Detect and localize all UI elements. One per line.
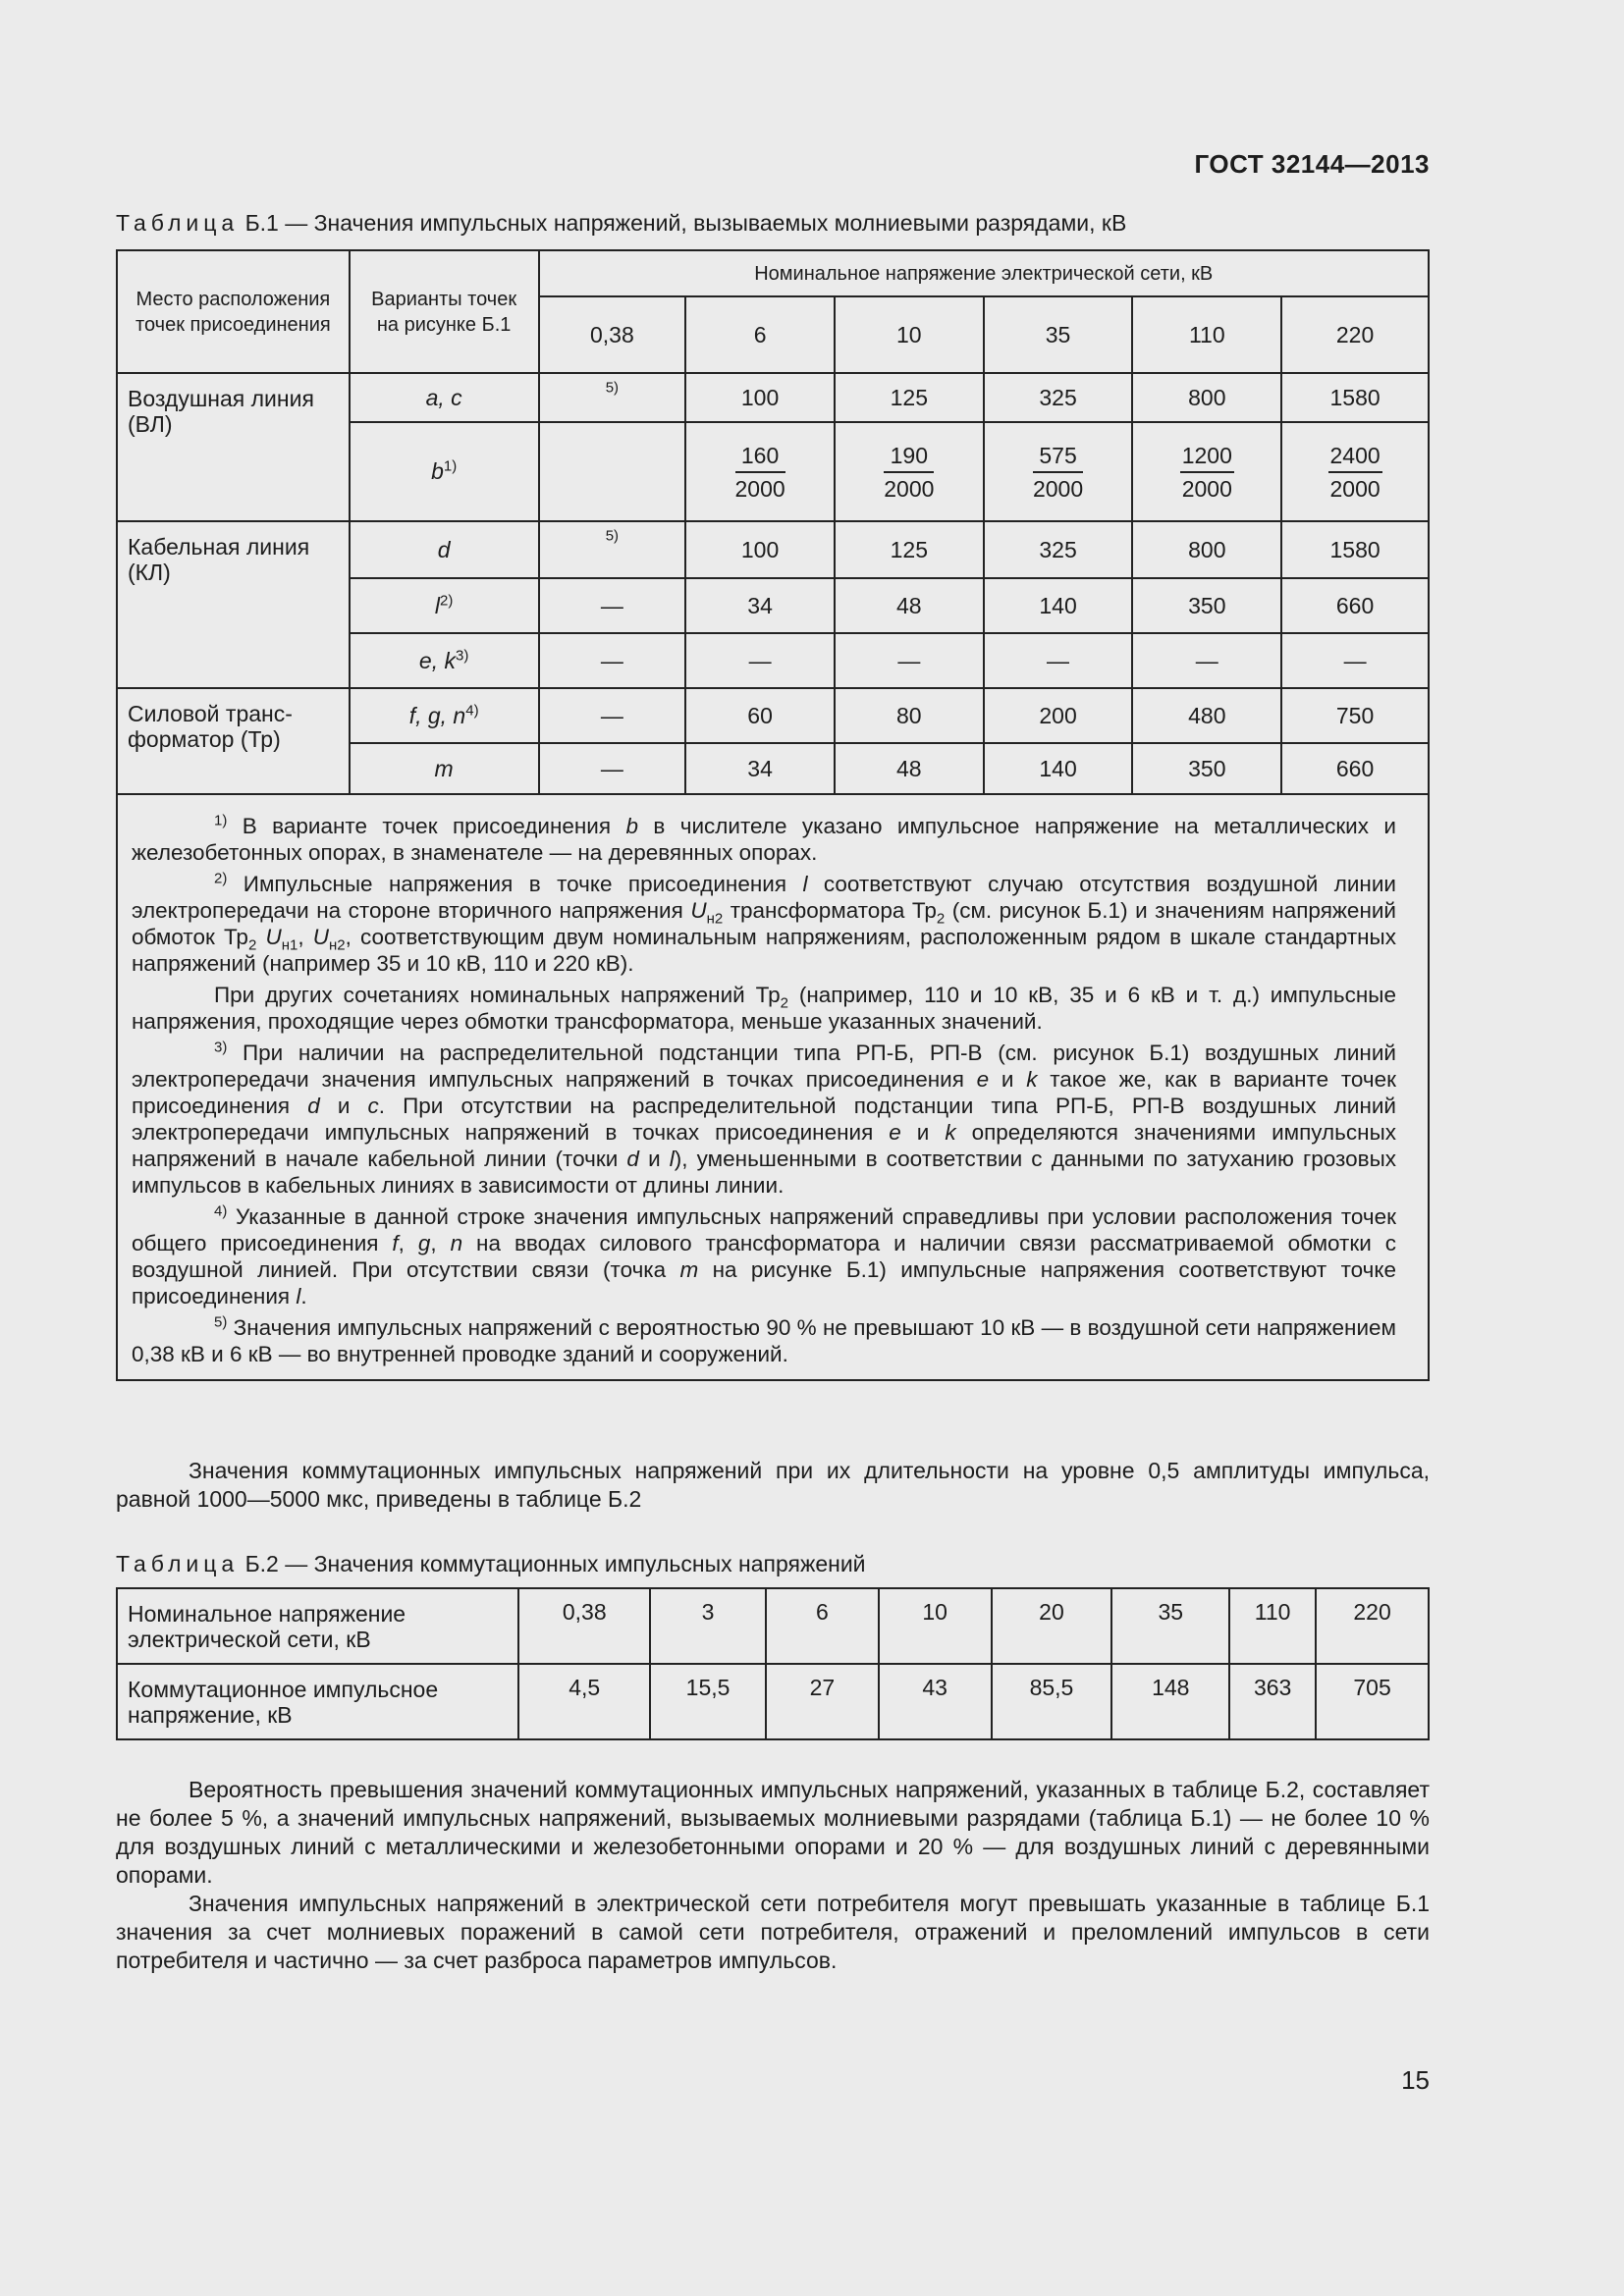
group-cable-line: Кабельная линия (КЛ) (117, 521, 350, 688)
body-text (116, 1776, 1430, 1975)
value-cell: 480 (1132, 688, 1281, 743)
value-cell: 325 (984, 373, 1133, 422)
value-cell: — (539, 743, 686, 794)
value-cell: 363 (1229, 1664, 1316, 1739)
value-cell: 34 (685, 578, 835, 633)
value-cell: 705 (1316, 1664, 1429, 1739)
header-voltage: 220 (1281, 296, 1429, 373)
value-cell: 15,5 (650, 1664, 766, 1739)
value-cell: 0,38 (518, 1588, 650, 1664)
variant-cell: a, c (350, 373, 539, 422)
variant-cell: $l^{2)}$ (350, 578, 539, 633)
paragraph-switching-intro: Значения коммутационных импульсных напряжений при их длительности на уровне 0,5 амплитуды импульса, равной 1000—5000 мкс, приведены в таблице Б.2 (116, 1458, 1430, 1512)
row-label: Коммутационное импульсное напряжение, кВ (117, 1664, 518, 1739)
header-voltage: 0,38 (539, 296, 686, 373)
table-row (117, 688, 1429, 743)
value-cell: 148 (1111, 1664, 1229, 1739)
paragraph-probability: Вероятность превышения значений коммутационных импульсных напряжений, указанных в таблице Б.2, составляет не более 5 %, а значений импульсных напряжений, вызываемых молниевыми разрядами (таблица Б.1) — не более 10 % для воздушных линий с металлическими и железобетонными опорами и 20 % — для воздушных линий с деревянными опорами. (116, 1777, 1430, 1888)
header-voltage: 6 (685, 296, 835, 373)
value-cell: 100 (685, 521, 835, 578)
value-cell: 660 (1281, 578, 1429, 633)
value-cell: — (835, 633, 984, 688)
fraction-cell: $\frac{1200}{2000}$ (1132, 422, 1281, 521)
footnote-2: $^{2)}$ Импульсные напряжения в точке присоединения l соответствуют случаю отсутствия воздушной линии электропередачи на стороне вторичного напряжения $U_{н2}$ трансформатора $Тр_2$ (см. рисунок Б.1) и значениям напряжений обмоток $Тр_2$ $U_{н1}$, $U_{н2}$, соответствующим двум номинальным напряжениям, расположенным рядом в шкале стандартных напряжений (например 35 и 10 кВ, 110 и 220 кВ). (132, 870, 1397, 976)
footnote-ref: 5) (605, 379, 620, 397)
value-cell: — (1281, 633, 1429, 688)
value-cell: 800 (1132, 373, 1281, 422)
table-row (117, 373, 1429, 422)
value-cell: 220 (1316, 1588, 1429, 1664)
value-cell: 80 (835, 688, 984, 743)
value-cell: 140 (984, 578, 1133, 633)
value-cell: 110 (1229, 1588, 1316, 1664)
value-cell: — (685, 633, 835, 688)
header-voltage: 110 (1132, 296, 1281, 373)
variant-cell: f, g, $n^{4)}$ (350, 688, 539, 743)
header-variant: Варианты точек на рисунке Б.1 (350, 250, 539, 373)
footnote-5: $^{5)}$ Значения импульсных напряжений с вероятностью 90 % не превышают 10 кВ — в воздушной сети напряжением 0,38 кВ и 6 кВ — во внутренней проводке зданий и сооружений. (132, 1313, 1396, 1366)
value-cell: 10 (879, 1588, 992, 1664)
value-cell: 800 (1132, 521, 1281, 578)
variant-cell: d (350, 521, 539, 578)
table2-caption-text: Б.2 — Значения коммутационных импульсных напряжений (239, 1551, 866, 1576)
value-cell: 660 (1281, 743, 1429, 794)
table-row (117, 521, 1429, 578)
value-cell: 1580 (1281, 373, 1429, 422)
value-cell: 3 (650, 1588, 766, 1664)
value-cell: 35 (1111, 1588, 1229, 1664)
header-nominal-voltage: Номинальное напряжение электрической сети, кВ (539, 250, 1430, 296)
value-cell: — (984, 633, 1133, 688)
value-cell: 48 (835, 743, 984, 794)
table-row (117, 1664, 1429, 1739)
paragraph-consumer-network: Значения импульсных напряжений в электрической сети потребителя могут превышать указанные в таблице Б.1 значения за счет молниевых поражений в самой сети потребителя, отражений и преломлений импульсов в сети потребителя и частично — за счет разброса параметров импульсов. (116, 1891, 1430, 1973)
empty-cell (539, 422, 686, 521)
header-voltage: 35 (984, 296, 1133, 373)
header-voltage: 10 (835, 296, 984, 373)
value-cell: 43 (879, 1664, 992, 1739)
table1-caption-prefix: Таблица (116, 210, 240, 236)
value-cell: 750 (1281, 688, 1429, 743)
value-cell: 1580 (1281, 521, 1429, 578)
variant-cell: m (350, 743, 539, 794)
row-label: Номинальное напряжение электрической сети, кВ (117, 1588, 518, 1664)
value-cell: 4,5 (518, 1664, 650, 1739)
table-row (117, 1588, 1429, 1664)
table2-caption (116, 1551, 866, 1577)
value-cell: 200 (984, 688, 1133, 743)
table1-caption (116, 210, 1126, 237)
value-cell: 20 (992, 1588, 1112, 1664)
footnote-ref: 5) (605, 527, 620, 545)
value-cell: 100 (685, 373, 835, 422)
value-cell: 125 (835, 373, 984, 422)
value-cell: 48 (835, 578, 984, 633)
value-cell: 325 (984, 521, 1133, 578)
value-cell: 60 (685, 688, 835, 743)
value-cell: 125 (835, 521, 984, 578)
header-place: Место расположения точек присоединения (117, 250, 350, 373)
footnote-4: $^{4)}$ Указанные в данной строке значения импульсных напряжений справедливы при условии расположения точек общего присоединения f, g, n на вводах силового трансформатора и наличии связи рассматриваемой обмотки с воздушной линией. При отсутствии связи (точка m на рисунке Б.1) импульсные напряжения соответствуют точке присоединения l. (132, 1202, 1396, 1308)
footnote-1: $^{1)}$ В варианте точек присоединения b в числителе указано импульсное напряжение на металлических и железобетонных опорах, в знаменателе — на деревянных опорах. (132, 812, 1396, 865)
table1-footnotes (117, 794, 1429, 1380)
value-cell: 27 (766, 1664, 879, 1739)
fraction-cell: $\frac{2400}{2000}$ (1281, 422, 1429, 521)
value-cell: — (539, 688, 686, 743)
footnote-2-paragraph: При других сочетаниях номинальных напряжений $Тр_2$ (например, 110 и 10 кВ, 35 и 6 кВ и т. д.) импульсные напряжения, проходящие через обмотки трансформатора, меньше указанных значений. (132, 983, 1396, 1034)
footnote-3: $^{3)}$ При наличии на распределительной подстанции типа РП-Б, РП-В (см. рисунок Б.1) воздушных линий электропередачи значения импульсных напряжений в точках присоединения e и k такое же, как в варианте точек присоединения d и c. При отсутствии на распределительной подстанции типа РП-Б, РП-В воздушных линий электропередачи импульсных напряжений в точках присоединения e и k определяются значениями импульсных напряжений в начале кабельной линии (точки d и l), уменьшенными в соответствии с данными по затуханию грозовых импульсов в кабельных линиях в зависимости от длины линии. (132, 1039, 1397, 1198)
fraction-cell: $\frac{575}{2000}$ (984, 422, 1133, 521)
value-cell: — (539, 633, 686, 688)
value-cell: 34 (685, 743, 835, 794)
fraction-cell: $\frac{160}{2000}$ (685, 422, 835, 521)
variant-cell: $b^{1)}$ (350, 422, 539, 521)
value-cell: 85,5 (992, 1664, 1112, 1739)
page-number: 15 (1401, 2065, 1430, 2095)
group-power-transformer: Силовой транс-форматор (Тр) (117, 688, 350, 794)
fraction-cell: $\frac{190}{2000}$ (835, 422, 984, 521)
value-cell: — (539, 578, 686, 633)
table2-caption-prefix: Таблица (116, 1551, 240, 1576)
value-cell: 140 (984, 743, 1133, 794)
table1-caption-text: Б.1 — Значения импульсных напряжений, вызываемых молниевыми разрядами, кВ (239, 210, 1127, 236)
table-b1 (116, 249, 1430, 1381)
value-cell: 350 (1132, 743, 1281, 794)
value-cell: 6 (766, 1588, 879, 1664)
document-id: ГОСТ 32144—2013 (1194, 149, 1430, 179)
table-b2 (116, 1587, 1430, 1740)
variant-cell: e, $k^{3)}$ (350, 633, 539, 688)
value-cell: — (1132, 633, 1281, 688)
group-overhead-line: Воздушная линия (ВЛ) (117, 373, 350, 521)
value-cell: 350 (1132, 578, 1281, 633)
